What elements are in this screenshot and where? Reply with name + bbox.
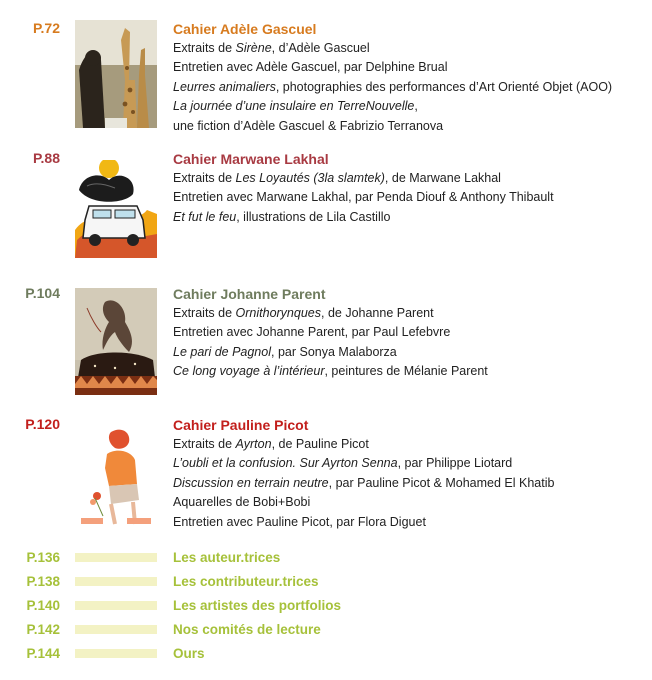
cahier-line: La journée d’une insulaire en TerreNouvelle,: [173, 99, 418, 114]
toc-bar: [75, 553, 157, 562]
page-number: P.120: [25, 416, 60, 432]
cahier-line: Leurres animaliers, photographies des performances d’Art Orienté Objet (AOO): [173, 79, 613, 94]
page-number: P.104: [25, 285, 60, 301]
cahier-line: une fiction d’Adèle Gascuel & Fabrizio Terranova: [173, 118, 444, 133]
cahier-line: Entretien avec Johanne Parent, par Paul Lefebvre: [173, 325, 451, 340]
toc-page-number: P.144: [26, 646, 60, 661]
cahier-line: Extraits de Ayrton, de Pauline Picot: [173, 437, 369, 451]
page-number: P.72: [33, 20, 60, 36]
toc-label: Les auteur.trices: [173, 550, 281, 565]
toc-page-number: P.138: [26, 574, 60, 589]
toc-row-contributeurs: [0, 573, 652, 591]
toc-row-comites: [0, 621, 652, 639]
toc-row-artistes: [0, 597, 652, 615]
car-fire-illustration-thumbnail: [75, 160, 157, 258]
cahier-line: L’oubli et la confusion. Sur Ayrton Senna, par Philippe Liotard: [173, 456, 513, 471]
cahier-line: Le pari de Pagnol, par Sonya Malaborza: [173, 344, 397, 359]
watercolor-figure-thumbnail: [75, 424, 157, 528]
cahier-title: Cahier Pauline Picot: [173, 417, 309, 433]
toc-page-number: P.142: [26, 622, 60, 637]
cahier-line: Extraits de Sirène, d’Adèle Gascuel: [173, 41, 370, 55]
toc-bar: [75, 577, 157, 586]
giraffe-photo-thumbnail: [75, 20, 157, 128]
painting-thumbnail: [75, 288, 157, 395]
toc-page-number: P.140: [26, 598, 60, 613]
cahier-line: Discussion en terrain neutre, par Pauline Picot & Mohamed El Khatib: [173, 475, 555, 490]
cahier-line: Entretien avec Adèle Gascuel, par Delphine Brual: [173, 60, 448, 75]
toc-bar: [75, 649, 157, 658]
toc-bar: [75, 625, 157, 634]
cahier-title: Cahier Marwane Lakhal: [173, 151, 329, 167]
cahier-line: Aquarelles de Bobi+Bobi: [173, 495, 311, 510]
toc-bar: [75, 601, 157, 610]
cahier-line: Extraits de Ornithorynques, de Johanne Parent: [173, 306, 434, 320]
toc-label: Nos comités de lecture: [173, 622, 321, 637]
toc-label: Ours: [173, 646, 205, 661]
cahier-line: Ce long voyage à l’intérieur, peintures de Mélanie Parent: [173, 364, 488, 379]
toc-row-auteurs: [0, 549, 652, 567]
cahier-title: Cahier Johanne Parent: [173, 286, 326, 302]
toc-page-number: P.136: [26, 550, 60, 565]
cahier-line: Extraits de Les Loyautés (3la slamtek), de Marwane Lakhal: [173, 171, 501, 185]
cahier-line: Entretien avec Pauline Picot, par Flora Diguet: [173, 514, 426, 529]
page-number: P.88: [33, 150, 60, 166]
cahier-title: Cahier Adèle Gascuel: [173, 21, 317, 37]
cahier-line: Et fut le feu, illustrations de Lila Castillo: [173, 209, 391, 224]
toc-row-ours: [0, 645, 652, 663]
cahier-line: Entretien avec Marwane Lakhal, par Penda Diouf & Anthony Thibault: [173, 190, 554, 205]
toc-label: Les contributeur.trices: [173, 574, 319, 589]
toc-label: Les artistes des portfolios: [173, 598, 342, 613]
